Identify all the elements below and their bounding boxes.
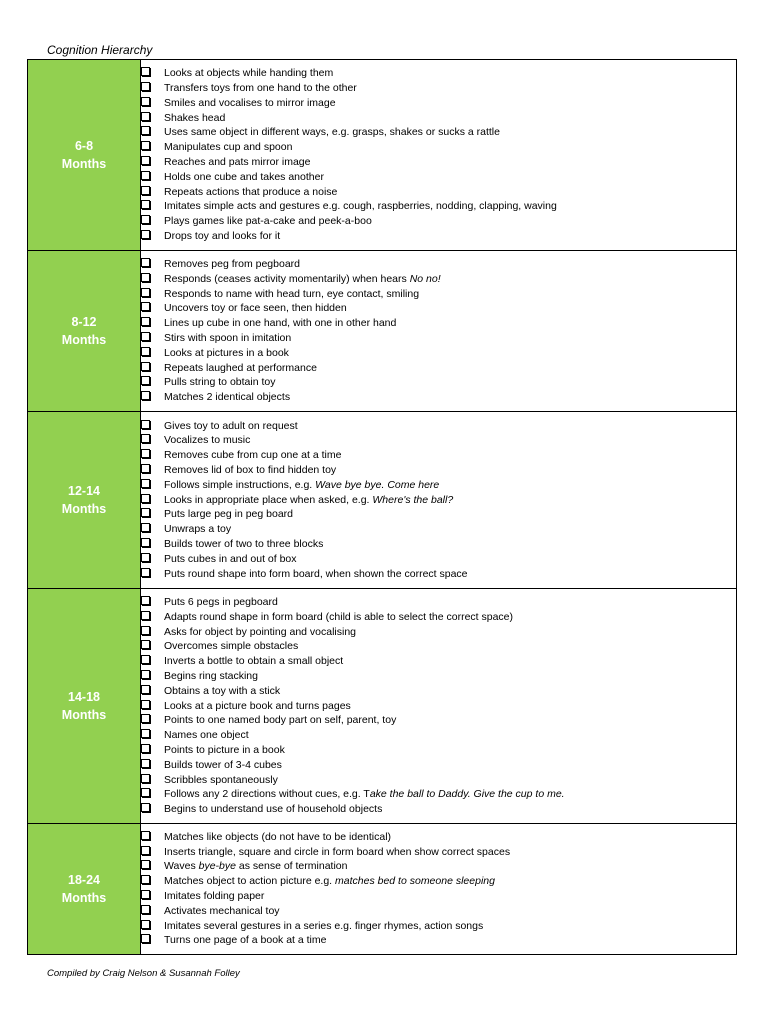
milestone-list — [141, 257, 736, 405]
checkbox-icon[interactable] — [141, 97, 150, 106]
milestone-text: Responds (ceases activity momentarily) when hears — [164, 272, 410, 285]
checkbox-icon[interactable] — [141, 508, 150, 517]
milestone-text-italic: ake the ball to Daddy. Give the cup to me. — [369, 788, 565, 801]
milestone-text: Plays games like pat-a-cake and peek-a-boo — [164, 215, 372, 228]
age-unit: Months — [61, 708, 107, 722]
milestone-item — [141, 773, 736, 788]
milestone-text: Puts 6 pegs in pegboard — [164, 596, 278, 609]
milestone-item — [141, 654, 736, 669]
milestone-item — [141, 684, 736, 699]
milestone-item — [141, 758, 736, 773]
milestone-item — [141, 859, 736, 874]
milestone-text: Turns one page of a book at a time — [164, 934, 327, 947]
checkbox-icon[interactable] — [141, 494, 150, 503]
age-range: 18-24 — [68, 873, 100, 887]
checkbox-icon[interactable] — [141, 317, 150, 326]
milestone-item — [141, 433, 736, 448]
checkbox-icon[interactable] — [141, 788, 150, 797]
milestone-item — [141, 214, 736, 229]
checkbox-icon[interactable] — [141, 685, 150, 694]
checkbox-icon[interactable] — [141, 479, 150, 488]
milestone-item — [141, 507, 736, 522]
checkbox-icon[interactable] — [141, 82, 150, 91]
milestone-text: Obtains a toy with a stick — [164, 684, 281, 697]
milestone-item — [141, 155, 736, 170]
checkbox-icon[interactable] — [141, 803, 150, 812]
milestone-text: Looks at pictures in a book — [164, 346, 289, 359]
age-section-row — [28, 251, 737, 412]
milestone-item — [141, 346, 736, 361]
milestone-item — [141, 125, 736, 140]
checkbox-icon[interactable] — [141, 420, 150, 429]
milestone-item — [141, 743, 736, 758]
checkbox-icon[interactable] — [141, 523, 150, 532]
milestone-list — [141, 830, 736, 948]
milestone-text: Looks at a picture book and turns pages — [164, 699, 351, 712]
milestone-text-italic: bye-bye — [198, 860, 236, 873]
checkbox-icon[interactable] — [141, 332, 150, 341]
milestone-list — [141, 66, 736, 244]
checkbox-icon[interactable] — [141, 626, 150, 635]
milestone-text: Builds tower of 3-4 cubes — [164, 758, 282, 771]
checkbox-icon[interactable] — [141, 759, 150, 768]
milestone-item — [141, 713, 736, 728]
checkbox-icon[interactable] — [141, 905, 150, 914]
milestone-text: Matches like objects (do not have to be identical) — [164, 830, 392, 843]
checkbox-icon[interactable] — [141, 553, 150, 562]
milestone-item — [141, 257, 736, 272]
milestone-text: Inverts a bottle to obtain a small object — [164, 655, 344, 668]
milestone-item — [141, 537, 736, 552]
age-unit: Months — [61, 157, 107, 171]
milestone-list-cell — [141, 824, 737, 955]
age-label-cell — [28, 412, 141, 589]
checkbox-icon[interactable] — [141, 875, 150, 884]
milestone-text: Reaches and pats mirror image — [164, 156, 311, 168]
milestone-text: Repeats laughed at performance — [164, 361, 317, 374]
age-label-cell — [28, 251, 141, 412]
milestone-text: Repeats actions that produce a noise — [164, 185, 338, 198]
milestone-item — [141, 185, 736, 200]
milestone-item — [141, 272, 736, 287]
milestone-text: Manipulates cup and spoon — [164, 141, 293, 154]
checkbox-icon[interactable] — [141, 700, 150, 709]
milestone-text: Scribbles spontaneously — [164, 773, 278, 786]
milestone-item — [141, 904, 736, 919]
age-section-row — [28, 60, 737, 251]
checkbox-icon[interactable] — [141, 112, 150, 121]
checkbox-icon[interactable] — [141, 729, 150, 738]
milestone-text-italic: Wave bye bye. Come here — [315, 478, 440, 491]
age-unit: Months — [61, 333, 107, 347]
milestone-item — [141, 478, 736, 493]
milestone-item — [141, 375, 736, 390]
checkbox-icon[interactable] — [141, 288, 150, 297]
milestone-item — [141, 933, 736, 948]
checkbox-icon[interactable] — [141, 67, 150, 76]
milestone-text: Follows simple instructions, e.g. — [164, 478, 316, 491]
checkbox-icon[interactable] — [141, 860, 150, 869]
checkbox-icon[interactable] — [141, 714, 150, 723]
age-section-row — [28, 589, 737, 824]
age-range: 14-18 — [68, 690, 100, 704]
age-label-cell — [28, 824, 141, 955]
milestone-text: Drops toy and looks for it — [164, 229, 281, 242]
milestone-item — [141, 845, 736, 860]
milestone-text: Imitates several gestures in a series e.g. finger rhymes, action songs — [164, 919, 484, 932]
age-unit: Months — [61, 891, 107, 905]
age-range: 8-12 — [71, 315, 97, 329]
milestone-text: Vocalizes to music — [164, 434, 251, 447]
checkbox-icon[interactable] — [141, 744, 150, 753]
milestone-item — [141, 919, 736, 934]
milestone-text: Inserts triangle, square and circle in form board when show correct spaces — [164, 845, 511, 858]
checkbox-icon[interactable] — [141, 141, 150, 150]
milestone-list — [141, 419, 736, 582]
milestone-item — [141, 625, 736, 640]
milestone-item — [141, 199, 736, 214]
milestone-text-italic: No no! — [409, 272, 441, 285]
milestone-text: Imitates simple acts and gestures e.g. cough, raspberries, nodding, clapping, waving — [164, 200, 557, 213]
checkbox-icon[interactable] — [141, 774, 150, 783]
milestone-text: Responds to name with head turn, eye contact, smiling — [164, 287, 420, 300]
milestone-text: Stirs with spoon in imitation — [164, 332, 292, 344]
milestone-list-cell — [141, 60, 737, 251]
milestone-text: Begins ring stacking — [164, 670, 258, 682]
milestone-text: Names one object — [164, 729, 249, 742]
age-label-cell — [28, 60, 141, 251]
milestone-item — [141, 639, 736, 654]
milestone-item — [141, 448, 736, 463]
milestone-text: Overcomes simple obstacles — [164, 640, 299, 653]
checkbox-icon[interactable] — [141, 200, 150, 209]
milestone-item — [141, 111, 736, 126]
age-section-row — [28, 824, 737, 955]
milestone-item — [141, 390, 736, 405]
checkbox-icon[interactable] — [141, 596, 150, 605]
milestone-item — [141, 699, 736, 714]
milestone-list-cell — [141, 412, 737, 589]
checkbox-icon[interactable] — [141, 670, 150, 679]
checkbox-icon[interactable] — [141, 640, 150, 649]
milestone-item — [141, 170, 736, 185]
milestone-item — [141, 301, 736, 316]
checkbox-icon[interactable] — [141, 258, 150, 267]
checkbox-icon[interactable] — [141, 434, 150, 443]
checkbox-icon[interactable] — [141, 464, 150, 473]
milestone-text: Lines up cube in one hand, with one in other hand — [164, 317, 397, 330]
cognition-table-body — [28, 60, 737, 955]
milestone-item — [141, 595, 736, 610]
milestone-text: Uses same object in different ways, e.g. grasps, shakes or sucks a rattle — [164, 126, 500, 139]
checkbox-icon[interactable] — [141, 171, 150, 180]
milestone-item — [141, 81, 736, 96]
checkbox-icon[interactable] — [141, 273, 150, 282]
milestone-text: Looks at objects while handing them — [164, 67, 334, 80]
checkbox-icon[interactable] — [141, 302, 150, 311]
milestone-item — [141, 669, 736, 684]
milestone-text: Puts round shape into form board, when shown the correct space — [164, 567, 468, 580]
milestone-text: Follows any 2 directions without cues, e.g. T — [164, 788, 370, 801]
checkbox-icon[interactable] — [141, 655, 150, 664]
milestone-item — [141, 287, 736, 302]
checkbox-icon[interactable] — [141, 347, 150, 356]
milestone-text-italic: matches bed to someone sleeping — [335, 875, 495, 888]
checkbox-icon[interactable] — [141, 362, 150, 371]
milestone-text: Looks in appropriate place when asked, e.g. — [164, 493, 373, 506]
milestone-text: Removes peg from pegboard — [164, 258, 300, 271]
milestone-item — [141, 331, 736, 346]
milestone-item — [141, 419, 736, 434]
checkbox-icon[interactable] — [141, 934, 150, 943]
milestone-text: Asks for object by pointing and vocalising — [164, 625, 357, 638]
milestone-item — [141, 552, 736, 567]
checkbox-icon[interactable] — [141, 890, 150, 899]
checkbox-icon[interactable] — [141, 920, 150, 929]
age-label-cell — [28, 589, 141, 824]
checkbox-icon[interactable] — [141, 230, 150, 239]
milestone-text: Points to one named body part on self, parent, toy — [164, 714, 397, 727]
milestone-text: Waves — [164, 860, 199, 873]
milestone-list-cell — [141, 251, 737, 412]
checkbox-icon[interactable] — [141, 126, 150, 135]
milestone-text: Adapts round shape in form board (child is able to select the correct space) — [164, 610, 514, 623]
milestone-item — [141, 463, 736, 478]
milestone-item — [141, 140, 736, 155]
checkbox-icon[interactable] — [141, 831, 150, 840]
milestone-item — [141, 874, 736, 889]
milestone-item — [141, 567, 736, 582]
milestone-list — [141, 595, 736, 817]
milestone-item — [141, 728, 736, 743]
milestone-text: Activates mechanical toy — [164, 904, 280, 917]
milestone-text: Unwraps a toy — [164, 523, 232, 536]
milestone-item — [141, 493, 736, 508]
milestone-text: Builds tower of two to three blocks — [164, 537, 324, 550]
milestone-text: Pulls string to obtain toy — [164, 376, 276, 389]
milestone-list-cell — [141, 589, 737, 824]
milestone-item — [141, 830, 736, 845]
milestone-item — [141, 316, 736, 331]
checkbox-icon[interactable] — [141, 186, 150, 195]
milestone-item — [141, 787, 736, 802]
milestone-item — [141, 889, 736, 904]
milestone-text: Puts cubes in and out of box — [164, 552, 297, 565]
milestone-item — [141, 610, 736, 625]
age-range: 12-14 — [68, 484, 100, 498]
milestone-item — [141, 361, 736, 376]
milestone-text: Begins to understand use of household objects — [164, 803, 383, 816]
checkbox-icon[interactable] — [141, 391, 150, 400]
footer-credit: Compiled by Craig Nelson & Susannah Folley — [47, 968, 240, 979]
checkbox-icon[interactable] — [141, 215, 150, 224]
milestone-item — [141, 229, 736, 244]
checkbox-icon[interactable] — [141, 449, 150, 458]
milestone-item — [141, 802, 736, 817]
checkbox-icon[interactable] — [141, 846, 150, 855]
milestone-item — [141, 66, 736, 81]
checkbox-icon[interactable] — [141, 538, 150, 547]
milestone-text: Gives toy to adult on request — [164, 419, 298, 432]
milestone-text: Imitates folding paper — [164, 890, 265, 902]
milestone-text: Shakes head — [164, 111, 226, 124]
milestone-text-italic: Where's the ball? — [372, 493, 454, 506]
milestone-item — [141, 522, 736, 537]
milestone-text: Removes lid of box to find hidden toy — [164, 464, 337, 476]
checkbox-icon[interactable] — [141, 376, 150, 385]
milestone-text: Smiles and vocalises to mirror image — [164, 96, 336, 109]
age-section-row — [28, 412, 737, 589]
milestone-text: Points to picture in a book — [164, 743, 285, 756]
cognition-table — [27, 59, 737, 955]
checkbox-icon[interactable] — [141, 611, 150, 620]
milestone-text: Matches object to action picture e.g. — [164, 875, 336, 888]
age-range: 6-8 — [74, 139, 94, 153]
age-unit: Months — [61, 502, 107, 516]
document-title: Cognition Hierarchy — [47, 43, 153, 57]
checkbox-icon[interactable] — [141, 156, 150, 165]
milestone-text: Puts large peg in peg board — [164, 508, 294, 521]
checkbox-icon[interactable] — [141, 568, 150, 577]
milestone-text: Removes cube from cup one at a time — [164, 449, 342, 462]
milestone-text: as sense of termination — [235, 860, 348, 873]
milestone-text: Uncovers toy or face seen, then hidden — [164, 302, 347, 315]
milestone-text: Transfers toys from one hand to the other — [164, 82, 357, 95]
milestone-text: Holds one cube and takes another — [164, 170, 324, 183]
milestone-text: Matches 2 identical objects — [164, 391, 291, 404]
milestone-item — [141, 96, 736, 111]
